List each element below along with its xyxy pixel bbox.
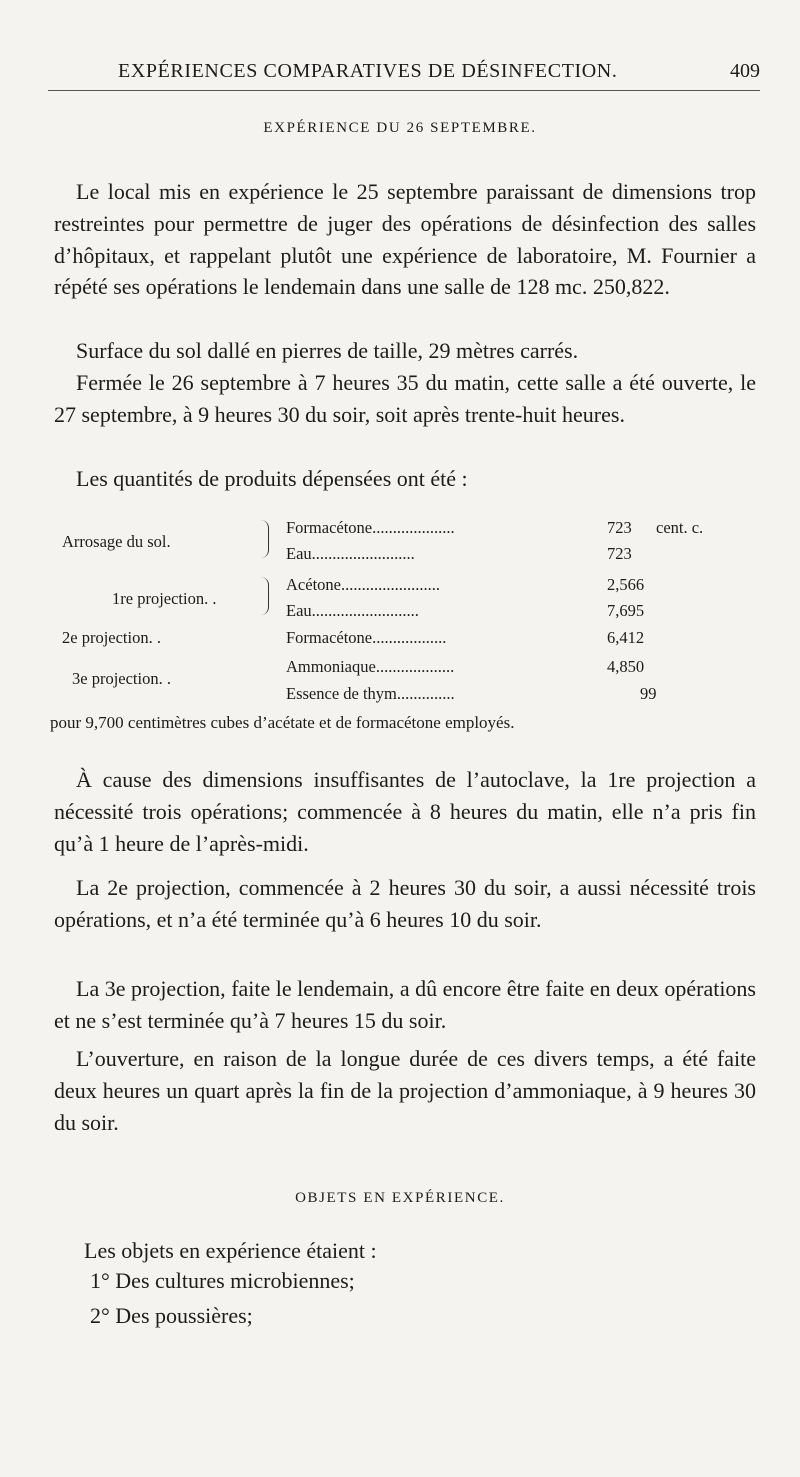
table-row xyxy=(62,575,762,608)
row-value: 7,695 xyxy=(607,601,645,620)
row-value: 723 xyxy=(607,544,632,563)
paragraph-text: La 3e projection, faite le lendemain, a dû encore être faite en deux opérations et ne s’est terminée qu’à 7 heures 15 du soir. xyxy=(54,976,756,1033)
paragraph-quantites xyxy=(54,463,756,495)
paragraph-text: Surface du sol dallé en pierres de taille, 29 mètres carrés. xyxy=(76,338,579,363)
table-row xyxy=(62,628,762,654)
row-unit: cent. c. xyxy=(656,518,704,537)
row-value: 6,412 xyxy=(607,628,645,647)
row-group-label: 2e projection. . xyxy=(62,628,161,647)
row-value: 99 xyxy=(640,684,657,703)
row-item: Eau.......................... xyxy=(286,601,419,620)
row-group-label: 1re projection. . xyxy=(112,589,217,608)
page-number: 409 xyxy=(730,60,760,82)
table-row xyxy=(62,601,762,627)
paragraph-text: Fermée le 26 septembre à 7 heures 35 du matin, cette salle a été ouverte, le 27 septembre, à 9 heures 30 du soir, soit après trente-huit heures. xyxy=(54,370,756,427)
row-value: 723 xyxy=(607,518,632,537)
table-row xyxy=(62,684,762,710)
row-item: Formacétone.................... xyxy=(286,518,455,537)
section-title-objets: OBJETS EN EXPÉRIENCE. xyxy=(295,1190,505,1206)
paragraph-text: La 2e projection, commencée à 2 heures 30 du soir, a aussi nécessité trois opérations, et n’a été terminée qu’à 6 heures 10 du soir. xyxy=(54,875,756,932)
row-group-label: 3e projection. . xyxy=(72,669,171,688)
row-value: 4,850 xyxy=(607,657,645,676)
running-title: EXPÉRIENCES COMPARATIVES DE DÉSINFECTION. xyxy=(118,60,618,82)
table-row xyxy=(62,518,762,551)
paragraph-text: Les quantités de produits dépensées ont été : xyxy=(76,466,468,491)
paragraph-text: Les objets en expérience étaient : xyxy=(84,1238,377,1263)
list-item: 1° Des cultures microbiennes; xyxy=(90,1268,355,1293)
row-item: Essence de thym.............. xyxy=(286,684,455,703)
row-value: 2,566 xyxy=(607,575,645,594)
paragraph-autoclave xyxy=(54,764,756,859)
table-row xyxy=(62,544,762,570)
section-title-experience: EXPÉRIENCE DU 26 SEPTEMBRE. xyxy=(263,120,537,136)
paragraph-ouverture xyxy=(54,1043,756,1138)
paragraph-text: À cause des dimensions insuffisantes de l’autoclave, la 1re projection a nécessité trois opérations; commencée à 8 heures du matin, elle n’a pris fin qu’à 1 heure de l’après-midi. xyxy=(54,767,756,856)
row-item: Eau......................... xyxy=(286,544,415,563)
row-item: Ammoniaque................... xyxy=(286,657,455,676)
paragraph-3e-projection xyxy=(54,973,756,1037)
paragraph-2e-projection xyxy=(54,872,756,936)
paragraph-text: Le local mis en expérience le 25 septembre paraissant de dimensions trop restreintes pour permettre de juger des opérations de désinfection des salles d’hôpitaux, et rappelant plutôt une expérience de laboratoire, M. Fournier a répété ses opérations le lendemain dans une salle de 128 mc. 250,822. xyxy=(54,179,756,300)
row-item: Formacétone.................. xyxy=(286,628,447,647)
row-group-label: Arrosage du sol. xyxy=(62,532,171,551)
paragraph-local xyxy=(54,176,756,303)
paragraph-text: L’ouverture, en raison de la longue durée de ces divers temps, a été faite deux heures un quart après la fin de la projection d’ammoniaque, à 9 heures 30 du soir. xyxy=(54,1046,756,1135)
table-row xyxy=(62,657,762,688)
table-note: pour 9,700 centimètres cubes d’acétate et de formacétone employés. xyxy=(50,713,515,732)
paragraph-surface xyxy=(54,335,756,367)
paragraph-objets-intro xyxy=(54,1235,756,1267)
list-item: 2° Des poussières; xyxy=(90,1303,253,1328)
running-header xyxy=(48,58,760,91)
paragraph-fermee xyxy=(54,367,756,431)
row-item: Acétone........................ xyxy=(286,575,440,594)
